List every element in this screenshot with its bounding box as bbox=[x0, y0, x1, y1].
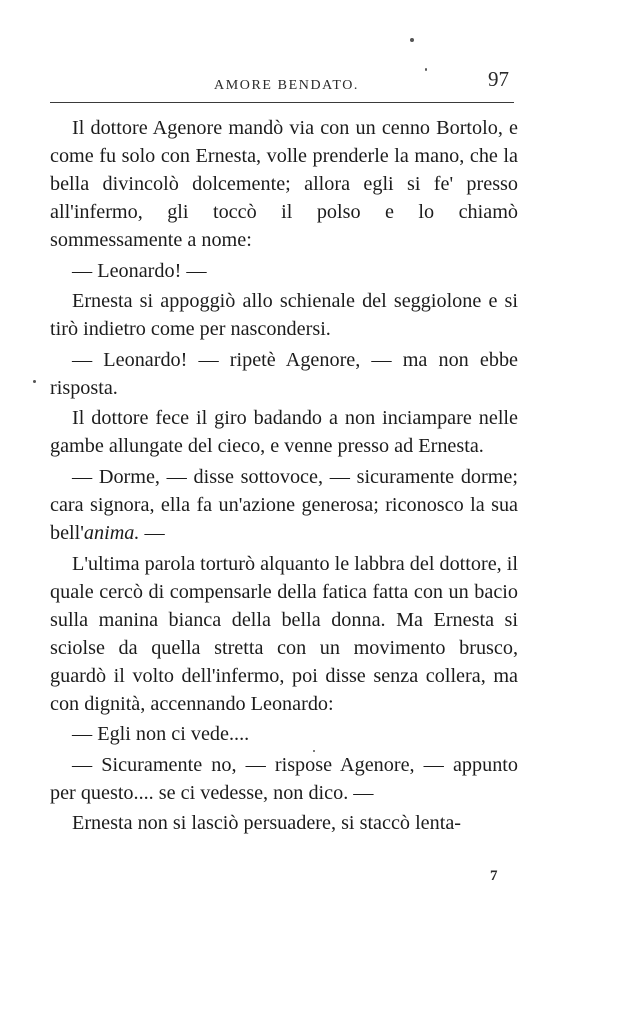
signature-mark: 7 bbox=[490, 868, 498, 884]
paragraph-2: — Leonardo! — bbox=[72, 259, 207, 282]
paper-speck bbox=[33, 380, 36, 383]
paragraph-8: — Egli non ci vede.... bbox=[72, 723, 250, 746]
page-number: 97 bbox=[488, 67, 509, 91]
running-title: AMORE BENDATO. bbox=[214, 78, 360, 93]
paper-speck bbox=[425, 68, 427, 71]
paragraph-6 bbox=[50, 463, 518, 547]
paragraph-9: — Sicuramente no, — rispose Agenore, — appunto per questo.... se ci vedesse, non dico. — bbox=[50, 753, 518, 804]
body-text bbox=[50, 114, 518, 837]
paragraph-4: — Leonardo! — ripetè Agenore, — ma non ebbe risposta. bbox=[50, 348, 518, 399]
paper-speck bbox=[410, 38, 414, 42]
paragraph-1: Il dottore Agenore mandò via con un cenno Bortolo, e come fu solo con Ernesta, volle prenderle la mano, che la bella divincolò dolcemente; allora egli si fe' presso all'infermo, gli toccò il polso e lo chiamò sommessamente a nome: bbox=[50, 117, 518, 251]
paragraph-5: Il dottore fece il giro badando a non inciampare nelle gambe allungate del cieco, e venne presso ad Ernesta. bbox=[50, 407, 518, 458]
paragraph-6-text: — Dorme, — disse sottovoce, — sicuramente dorme; cara signora, ella fa un'azione generosa; riconosco la sua bell' bbox=[50, 465, 518, 544]
paragraph-7: L'ultima parola torturò alquanto le labbra del dottore, il quale cercò di compensarle della fatica fatta con un bacio sulla manina bianca della bella donna. Ma Ernesta si sciolse da quella stretta con un movimento brusco, guardò il volto dell'infermo, poi disse senza collera, ma con dignità, accennando Leonardo: bbox=[50, 552, 518, 715]
header-rule bbox=[50, 102, 514, 103]
paragraph-10: Ernesta non si lasciò persuadere, si staccò lenta- bbox=[72, 812, 462, 835]
paragraph-6-italic-word: anima. bbox=[83, 521, 140, 544]
paper-speck bbox=[313, 750, 315, 752]
paragraph-3: Ernesta si appoggiò allo schienale del seggiolone e si tirò indietro come per nascondersi. bbox=[50, 290, 518, 341]
paragraph-6-tail: — bbox=[139, 521, 165, 544]
